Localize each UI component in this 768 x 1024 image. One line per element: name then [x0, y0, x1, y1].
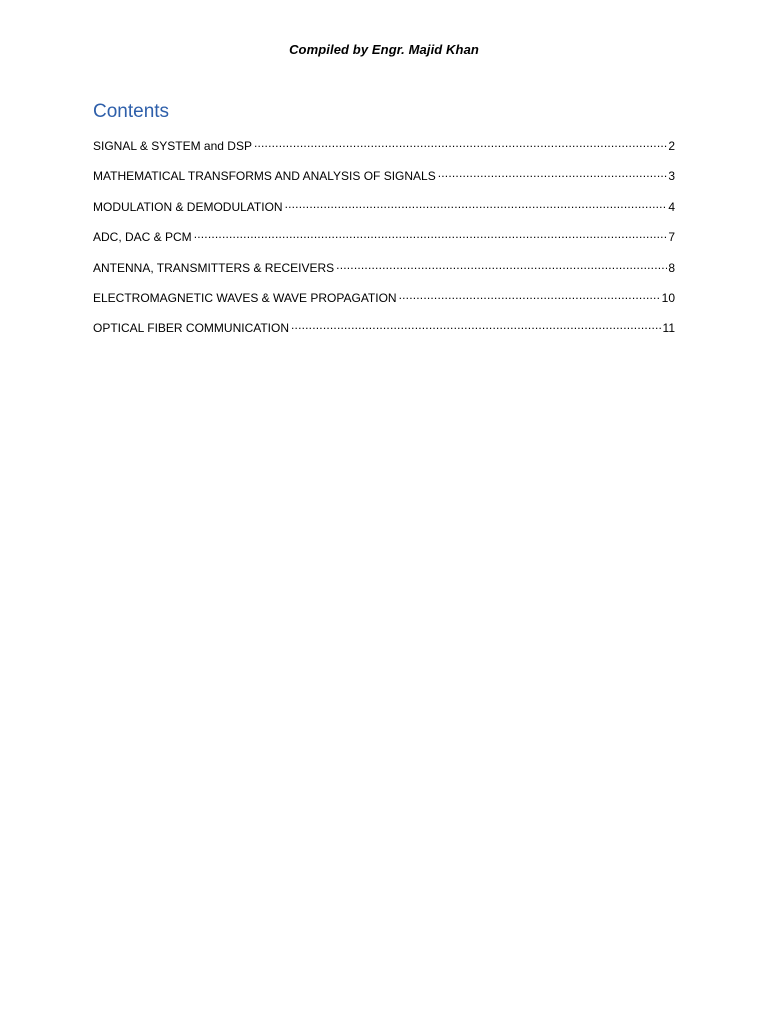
- toc-dot-leader: [399, 290, 661, 302]
- toc-entry-label[interactable]: SIGNAL & SYSTEM and DSP: [93, 139, 252, 153]
- toc-entry[interactable]: [93, 136, 675, 166]
- toc-page-number[interactable]: 10: [661, 290, 675, 305]
- toc-dot-leader: [254, 138, 667, 150]
- toc-entry[interactable]: [93, 318, 675, 348]
- toc-entry[interactable]: [93, 197, 675, 227]
- toc-page-number[interactable]: 2: [668, 139, 675, 153]
- toc-entry[interactable]: [93, 166, 675, 196]
- toc-entry[interactable]: [93, 227, 675, 257]
- page-header: Compiled by Engr. Majid Khan: [289, 42, 479, 57]
- toc-dot-leader: [291, 320, 662, 332]
- toc-page-number[interactable]: 8: [668, 260, 675, 275]
- toc-page-number[interactable]: 3: [668, 169, 675, 184]
- toc-entry-label[interactable]: OPTICAL FIBER COMMUNICATION: [93, 321, 290, 336]
- toc-dot-leader: [194, 229, 668, 241]
- toc-page-number[interactable]: 7: [668, 230, 675, 245]
- toc-dot-leader: [285, 199, 668, 211]
- toc-entry-label[interactable]: MODULATION & DEMODULATION: [93, 199, 283, 214]
- toc-title: Contents: [93, 101, 170, 122]
- toc-entry-label[interactable]: MATHEMATICAL TRANSFORMS AND ANALYSIS OF SIGNALS: [93, 169, 436, 184]
- toc-entry[interactable]: [93, 288, 675, 318]
- toc-entry-label[interactable]: ADC, DAC & PCM: [93, 230, 192, 245]
- toc-entry-label[interactable]: ANTENNA, TRANSMITTERS & RECEIVERS: [93, 260, 335, 275]
- toc-dot-leader: [438, 168, 668, 180]
- toc-page-number[interactable]: 11: [662, 321, 675, 336]
- toc-page-number[interactable]: 4: [668, 199, 675, 214]
- toc-entry[interactable]: [93, 258, 675, 288]
- toc-entry-label[interactable]: ELECTROMAGNETIC WAVES & WAVE PROPAGATION: [93, 290, 397, 305]
- table-of-contents: [93, 136, 675, 349]
- toc-dot-leader: [336, 260, 667, 272]
